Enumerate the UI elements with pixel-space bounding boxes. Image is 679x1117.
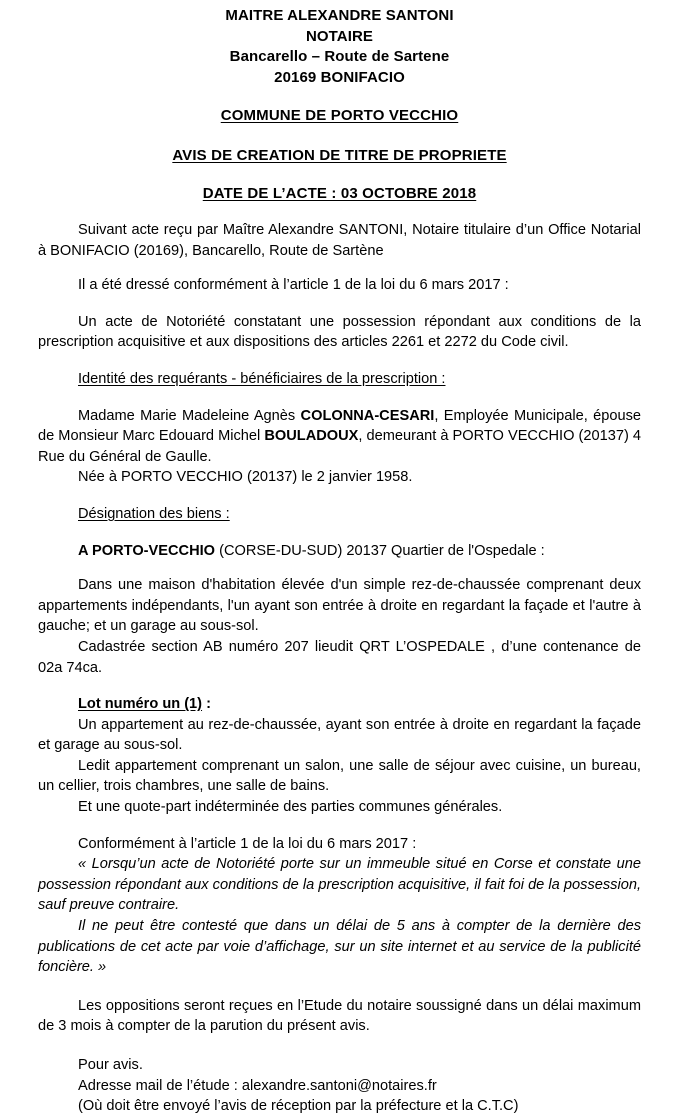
spacer bbox=[38, 88, 641, 106]
designation-commune-bold: A PORTO-VECCHIO bbox=[78, 542, 216, 559]
heading-avis bbox=[38, 146, 641, 166]
letterhead bbox=[38, 6, 641, 88]
heading-date-acte-text: DATE DE L’ACTE : 03 OCTOBRE 2018 bbox=[202, 185, 477, 202]
paragraph-lot-line-1: Un appartement au rez-de-chaussée, ayant son entrée à droite en regardant la façade et garage au sous-sol. bbox=[38, 716, 641, 754]
paragraph-designation-description: Dans une maison d'habitation élevée d'un simple rez-de-chaussée comprenant deux appartements indépendants, l'un ayant son entrée à droite en regardant la façade et l'autre à gauche; et un garage au sous-sol. bbox=[38, 577, 641, 635]
spacer bbox=[38, 678, 641, 694]
letterhead-notary-name: MAITRE ALEXANDRE SANTONI bbox=[225, 7, 454, 24]
identite-surname-2: BOULADOUX bbox=[264, 428, 359, 445]
paragraph-dresse: Il a été dressé conformément à l’article 1 de la loi du 6 mars 2017 : bbox=[78, 277, 509, 294]
spacer bbox=[38, 353, 641, 369]
lot-label-colon: : bbox=[202, 696, 211, 713]
section-label-designation bbox=[38, 504, 641, 525]
section-label-identite bbox=[38, 369, 641, 390]
paragraph-suivant-acte: Suivant acte reçu par Maître Alexandre SANTONI, Notaire titulaire d’un Office Notarial à BONIFACIO (20169), Bancarello, Route de Sartène bbox=[38, 222, 641, 259]
paragraph-loi-quote-2: Il ne peut être contesté que dans un délai de 5 ans à compter de la dernière des publications de cet acte par voie d’affichage, sur un site internet et au service de la publicité foncière. » bbox=[38, 918, 641, 976]
spacer bbox=[38, 296, 641, 312]
spacer bbox=[38, 818, 641, 834]
heading-commune bbox=[38, 106, 641, 126]
spacer bbox=[38, 1037, 641, 1055]
identite-part3: , demeurant à PORTO VECCHIO (20137) 4 Rue du Général de Gaulle. bbox=[38, 428, 641, 465]
spacer bbox=[38, 978, 641, 996]
heading-commune-text: COMMUNE DE PORTO VECCHIO bbox=[220, 107, 459, 124]
spacer bbox=[38, 166, 641, 184]
paragraph-loi-intro: Conformément à l’article 1 de la loi du 6 mars 2017 : bbox=[78, 835, 417, 852]
paragraph-lot-line-3: Et une quote-part indéterminée des parties communes générales. bbox=[78, 799, 503, 816]
paragraph-lot-line-2: Ledit appartement comprenant un salon, une salle de séjour avec cuisine, un bureau, un cellier, trois chambres, une salle de bains. bbox=[38, 757, 641, 795]
spacer bbox=[38, 561, 641, 575]
heading-date-acte bbox=[38, 184, 641, 204]
heading-avis-text: AVIS DE CREATION DE TITRE DE PROPRIETE bbox=[172, 147, 507, 164]
paragraph-acte-notoriete: Un acte de Notoriété constatant une possession répondant aux conditions de la prescription acquisitive et aux dispositions des articles 2261 et 2272 du Code civil. bbox=[38, 313, 641, 351]
signature-mail-line: Adresse mail de l’étude : alexandre.santoni@notaires.fr bbox=[78, 1077, 437, 1094]
lot-label-underlined: Lot numéro un (1) bbox=[78, 696, 203, 713]
spacer bbox=[38, 126, 641, 146]
designation-commune-rest: (CORSE-DU-SUD) 20137 Quartier de l'Ospedale : bbox=[215, 542, 545, 559]
signature-note-line: (Où doit être envoyé l’avis de réception par la préfecture et la C.T.C) bbox=[78, 1098, 519, 1115]
paragraph-designation-commune bbox=[38, 541, 641, 562]
paragraph-identite-naissance: Née à PORTO VECCHIO (20137) le 2 janvier 1958. bbox=[78, 469, 413, 486]
spacer bbox=[38, 390, 641, 406]
section-label-designation-text: Désignation des biens : bbox=[78, 505, 230, 522]
spacer bbox=[38, 525, 641, 541]
letterhead-notary-title: NOTAIRE bbox=[305, 27, 374, 45]
lot-label bbox=[38, 694, 641, 715]
identite-part2: , Employée Municipale, épouse de Monsieur Marc Edouard Michel bbox=[38, 407, 641, 445]
signature-pour-avis: Pour avis. bbox=[78, 1057, 143, 1073]
paragraph-oppositions: Les oppositions seront reçues en l’Etude du notaire soussigné dans un délai maximum de 3 mois à compter de la parution du présent avis. bbox=[38, 997, 641, 1035]
letterhead-street: Bancarello – Route de Sartene bbox=[229, 48, 450, 65]
spacer bbox=[38, 261, 641, 275]
identite-part1: Madame Marie Madeleine Agnès bbox=[78, 407, 301, 424]
identite-surname-1: COLONNA-CESARI bbox=[300, 407, 435, 424]
spacer bbox=[38, 488, 641, 504]
section-label-identite-text: Identité des requérants - bénéficiaires de la prescription : bbox=[78, 370, 446, 387]
letterhead-city: 20169 BONIFACIO bbox=[274, 68, 405, 86]
paragraph-designation-cadastre: Cadastrée section AB numéro 207 lieudit QRT L’OSPEDALE , d’une contenance de 02a 74ca. bbox=[38, 638, 641, 676]
spacer bbox=[38, 204, 641, 220]
paragraph-identite-requerant bbox=[38, 406, 641, 468]
paragraph-loi-quote-1: « Lorsqu’un acte de Notoriété porte sur un immeuble situé en Corse et constate une possession répondant aux conditions de la prescription acquisitive, il fait foi de la possession, sauf preuve contraire. bbox=[38, 856, 641, 914]
